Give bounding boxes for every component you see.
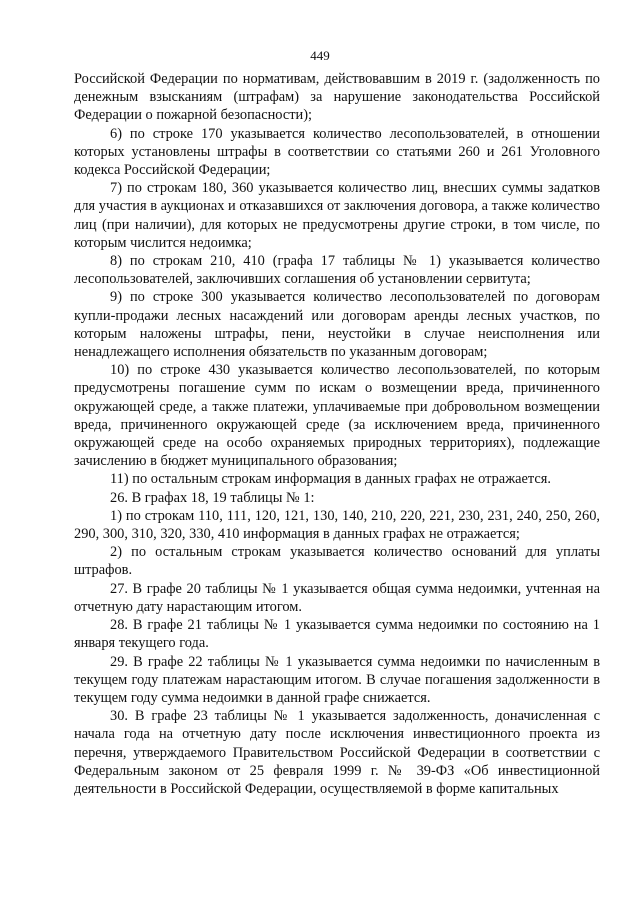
- paragraph: 29. В графе 22 таблицы № 1 указывается сумма недоимки по начисленным в текущем году платежам нарастающим итогом. В случае погашения задолженности в текущем году сумма недоимки в данной графе снижается.: [74, 653, 600, 706]
- paragraph: 27. В графе 20 таблицы № 1 указывается общая сумма недоимки, учтенная на отчетную дату нарастающим итогом.: [74, 580, 600, 615]
- paragraph: 2) по остальным строкам указывается количество оснований для уплаты штрафов.: [74, 544, 600, 579]
- paragraph: 30. В графе 23 таблицы № 1 указывается задолженность, доначисленная с начала года на отчетную дату после исключения инвестиционного проекта из перечня, утверждаемого Правительством Российской Федерации в соответствии с Федеральным законом от 25 февраля 1999 г. № 39-ФЗ «Об инвестиционной деятельности в Российской Федерации, осуществляемой в форме капитальных: [74, 708, 600, 797]
- paragraph: 26. В графах 18, 19 таблицы № 1:: [110, 489, 315, 506]
- paragraph: 6) по строке 170 указывается количество лесопользователей, в отношении которых установлены штрафы в соответствии со статьями 260 и 261 Уголовного кодекса Российской Федерации;: [74, 125, 600, 179]
- paragraph: Российской Федерации по нормативам, действовавшим в 2019 г. (задолженность по денежным взысканиям (штрафам) за нарушение законодательства Российской Федерации о пожарной безопасности);: [74, 71, 600, 124]
- paragraph: 7) по строкам 180, 360 указывается количество лиц, внесших суммы задатков для участия в аукционах и отказавшихся от заключения договора, а также количество лиц (при наличии), для которых не предусмотрены другие строки, в том числе, по которым числится недоимка;: [74, 180, 600, 251]
- paragraph: 11) по остальным строкам информация в данных графах не отражается.: [110, 471, 551, 488]
- document-body: [74, 70, 600, 798]
- paragraph: 1) по строкам 110, 111, 120, 121, 130, 140, 210, 220, 221, 230, 231, 240, 250, 260, 290, 300, 310, 320, 330, 410 информация в данных графах не отражается;: [74, 507, 600, 543]
- page-number: 449: [310, 48, 330, 63]
- paragraph: 28. В графе 21 таблицы № 1 указывается сумма недоимки по состоянию на 1 января текущего года.: [74, 617, 600, 652]
- paragraph: 10) по строке 430 указывается количество лесопользователей, по которым предусмотрены погашение сумм по искам о возмещении вреда, причиненного окружающей среде, а также платежи, уплачиваемые при добровольном возмещении вреда, причиненного окружающей среде (за исключением вреда, причиненного окружающей среде на особо охраняемых природных территориях), подлежащие зачислению в бюджет муниципального образования;: [74, 362, 600, 470]
- paragraph: 9) по строке 300 указывается количество лесопользователей по договорам купли-продажи лесных насаждений или договорам аренды лесных участков, по которым наложены штрафы, пени, неустойки в случае неисполнения или ненадлежащего исполнения обязательств по указанным договорам;: [74, 289, 600, 361]
- paragraph: 8) по строкам 210, 410 (графа 17 таблицы № 1) указывается количество лесопользователей, заключивших соглашения об установлении сервитута;: [74, 253, 600, 288]
